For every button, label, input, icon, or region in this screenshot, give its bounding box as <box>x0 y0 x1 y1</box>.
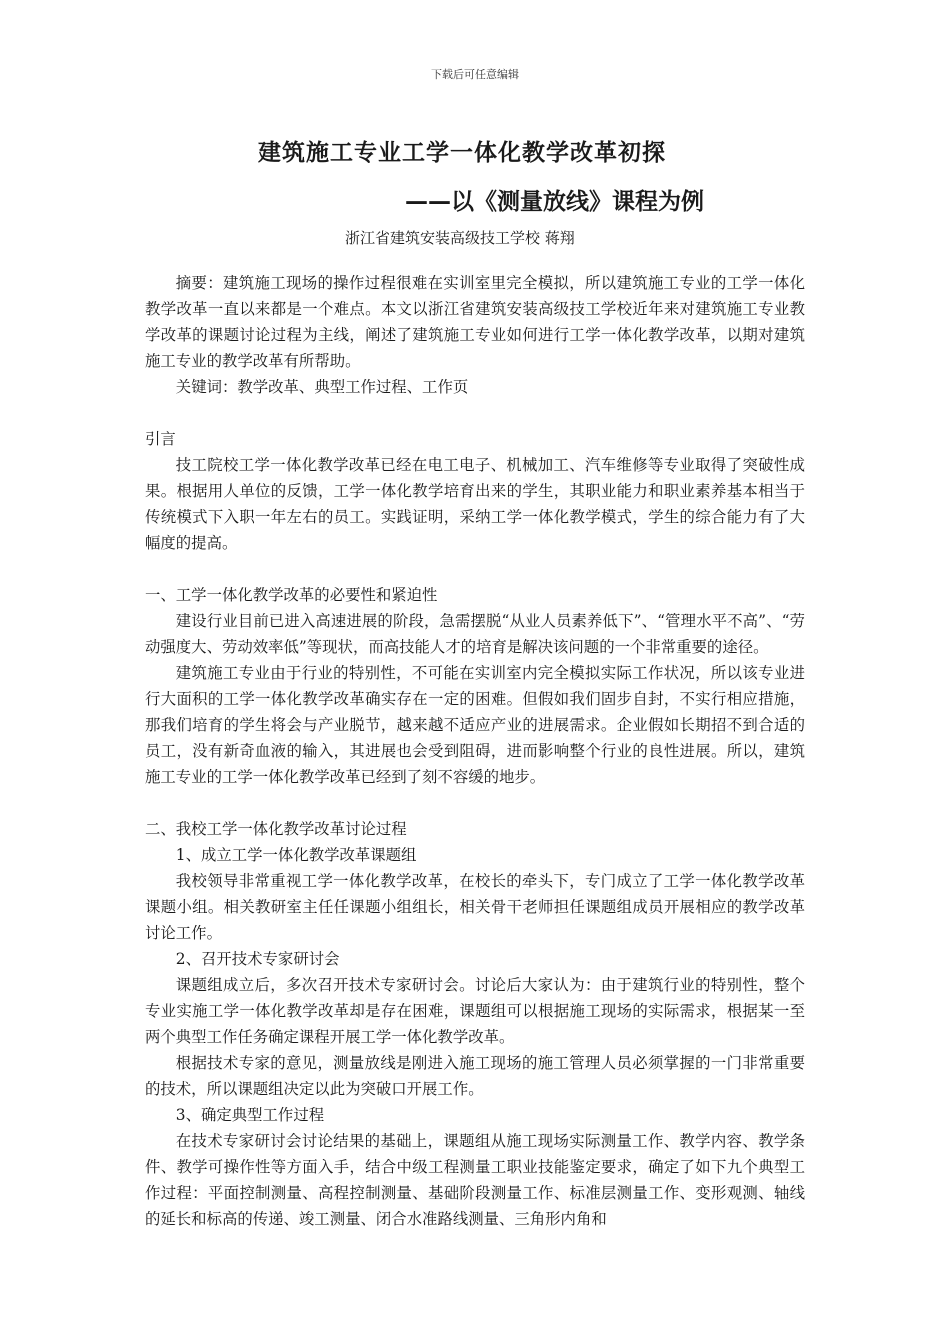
section2-paragraph-1: 我校领导非常重视工学一体化教学改革，在校长的牵头下，专门成立了工学一体化教学改革课题小组。相关教研室主任任课题小组组长，相关骨干老师担任课题组成员开展相应的教学改革讨论工作。 <box>145 872 805 942</box>
document-subtitle: ——以《测量放线》课程为例 <box>405 189 704 215</box>
intro-paragraph: 技工院校工学一体化教学改革已经在电工电子、机械加工、汽车维修等专业取得了突破性成果。根据用人单位的反馈，工学一体化教学培育出来的学生，其职业能力和职业素养基本相当于传统模式下入职一年左右的员工。实践证明，采纳工学一体化教学模式，学生的综合能力有了大幅度的提高。 <box>145 456 805 552</box>
section2-subheading-1: 1、成立工学一体化教学改革课题组 <box>175 846 417 864</box>
intro-heading: 引言 <box>145 430 176 448</box>
section1-paragraph-1: 建设行业目前已进入高速进展的阶段，急需摆脱“从业人员素养低下”、“管理水平不高”、“劳动强度大、劳动效率低”等现状，而高技能人才的培育是解决该问题的一个非常重要的途径。 <box>145 612 805 656</box>
author-line: 浙江省建筑安装高级技工学校 蒋翔 <box>345 229 575 247</box>
section1-heading: 一、工学一体化教学改革的必要性和紧迫性 <box>145 586 438 604</box>
keywords-line: 关键词：教学改革、典型工作过程、工作页 <box>175 378 469 396</box>
document-body <box>145 270 805 1232</box>
document-title: 建筑施工专业工学一体化教学改革初探 <box>258 140 666 166</box>
section2-paragraph-3: 根据技术专家的意见，测量放线是刚进入施工现场的施工管理人员必须掌握的一门非常重要的技术，所以课题组决定以此为突破口开展工作。 <box>145 1054 805 1098</box>
section2-subheading-2: 2、召开技术专家研讨会 <box>175 950 340 968</box>
section2-heading: 二、我校工学一体化教学改革讨论过程 <box>145 820 407 838</box>
section2-subheading-3: 3、确定典型工作过程 <box>175 1106 325 1124</box>
abstract-paragraph: 摘要：建筑施工现场的操作过程很难在实训室里完全模拟，所以建筑施工专业的工学一体化教学改革一直以来都是一个难点。本文以浙江省建筑安装高级技工学校近年来对建筑施工专业教学改革的课题讨论过程为主线，阐述了建筑施工专业如何进行工学一体化教学改革，以期对建筑施工专业的教学改革有所帮助。 <box>145 274 805 370</box>
section1-paragraph-2: 建筑施工专业由于行业的特别性，不可能在实训室内完全模拟实际工作状况，所以该专业进行大面积的工学一体化教学改革确实存在一定的困难。但假如我们固步自封，不实行相应措施，那我们培育的学生将会与产业脱节，越来越不适应产业的进展需求。企业假如长期招不到合适的员工，没有新奇血液的输入，其进展也会受到阻碍，进而影响整个行业的良性进展。所以，建筑施工专业的工学一体化教学改革已经到了刻不容缓的地步。 <box>145 664 805 786</box>
page-header: 下载后可任意编辑 <box>431 68 519 81</box>
section2-paragraph-4: 在技术专家研讨会讨论结果的基础上，课题组从施工现场实际测量工作、教学内容、教学条件、教学可操作性等方面入手，结合中级工程测量工职业技能鉴定要求，确定了如下九个典型工作过程：平面控制测量、高程控制测量、基础阶段测量工作、标准层测量工作、变形观测、轴线的延长和标高的传递、竣工测量、闭合水准路线测量、三角形内角和 <box>145 1132 805 1228</box>
section2-paragraph-2: 课题组成立后，多次召开技术专家研讨会。讨论后大家认为：由于建筑行业的特别性，整个专业实施工学一体化教学改革却是存在困难，课题组可以根据施工现场的实际需求，根据某一至两个典型工作任务确定课程开展工学一体化教学改革。 <box>145 976 805 1046</box>
